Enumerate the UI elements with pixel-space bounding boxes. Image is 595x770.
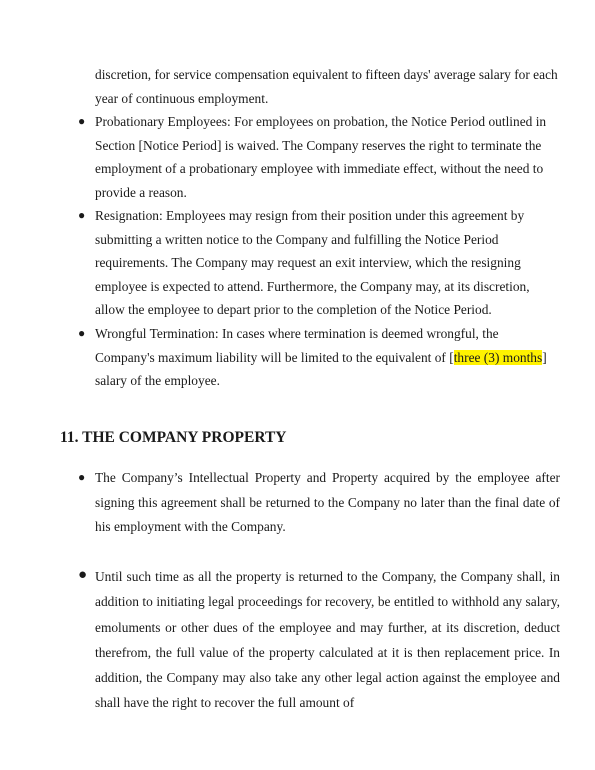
bullet-text: Probationary Employees: For employees on probation, the Notice Period outlined in Section [Notice Period] is waived. The Company reserves the right to terminate the employment of a probationary employee with immediate effect, without the need to provide a reason. bbox=[95, 114, 547, 200]
bullet-marker: ● bbox=[78, 567, 88, 583]
bullet-property-withholding bbox=[78, 564, 560, 716]
bullet-text: Resignation: Employees may resign from their position under this agreement by submitting a written notice to the Company and fulfilling the Notice Period requirements. The Company may request an exit interview, which the resigning employee is expected to attend. Furthermore, the Company may, at its discretion, allow the employee to depart prior to the completion of the Notice Period. bbox=[95, 208, 530, 317]
text-after-highlight: ] salary of the employee. bbox=[95, 349, 547, 388]
bullet-text: Until such time as all the property is returned to the Company, the Company shall, in addition to initiating legal proceedings for recovery, be entitled to withhold any salary, emoluments or other dues of the employee and may further, at its discretion, deduct therefrom, the full value of the property calculated at it is then replacement price. In addition, the Company may also take any other legal action against the employee and shall have the right to recover the full amount of bbox=[95, 569, 560, 711]
continuation-paragraph: discretion, for service compensation equivalent to fifteen days' average salary for each year of continuous employment. bbox=[95, 67, 558, 106]
bullet-text bbox=[95, 322, 560, 393]
bullet-company-property-return bbox=[78, 466, 560, 540]
bullet-probationary-employees bbox=[78, 110, 560, 204]
bullet-marker: ● bbox=[78, 114, 86, 128]
highlighted-term: three (3) months bbox=[453, 349, 543, 365]
bullet-marker: ● bbox=[78, 208, 86, 222]
bullet-resignation bbox=[78, 204, 560, 322]
bullet-marker: ● bbox=[78, 470, 86, 484]
text-before-highlight: Wrongful Termination: In cases where termination is deemed wrongful, the Company's maximum liability will be limited to the equivalent of [ bbox=[95, 326, 499, 365]
section-heading: 11. THE COMPANY PROPERTY bbox=[60, 429, 287, 446]
bullet-wrongful-termination bbox=[78, 322, 560, 393]
bullet-text: The Company’s Intellectual Property and Property acquired by the employee after signing this agreement shall be returned to the Company no later than the final date of his employment with the Company. bbox=[95, 470, 560, 534]
bullet-marker: ● bbox=[78, 326, 86, 340]
